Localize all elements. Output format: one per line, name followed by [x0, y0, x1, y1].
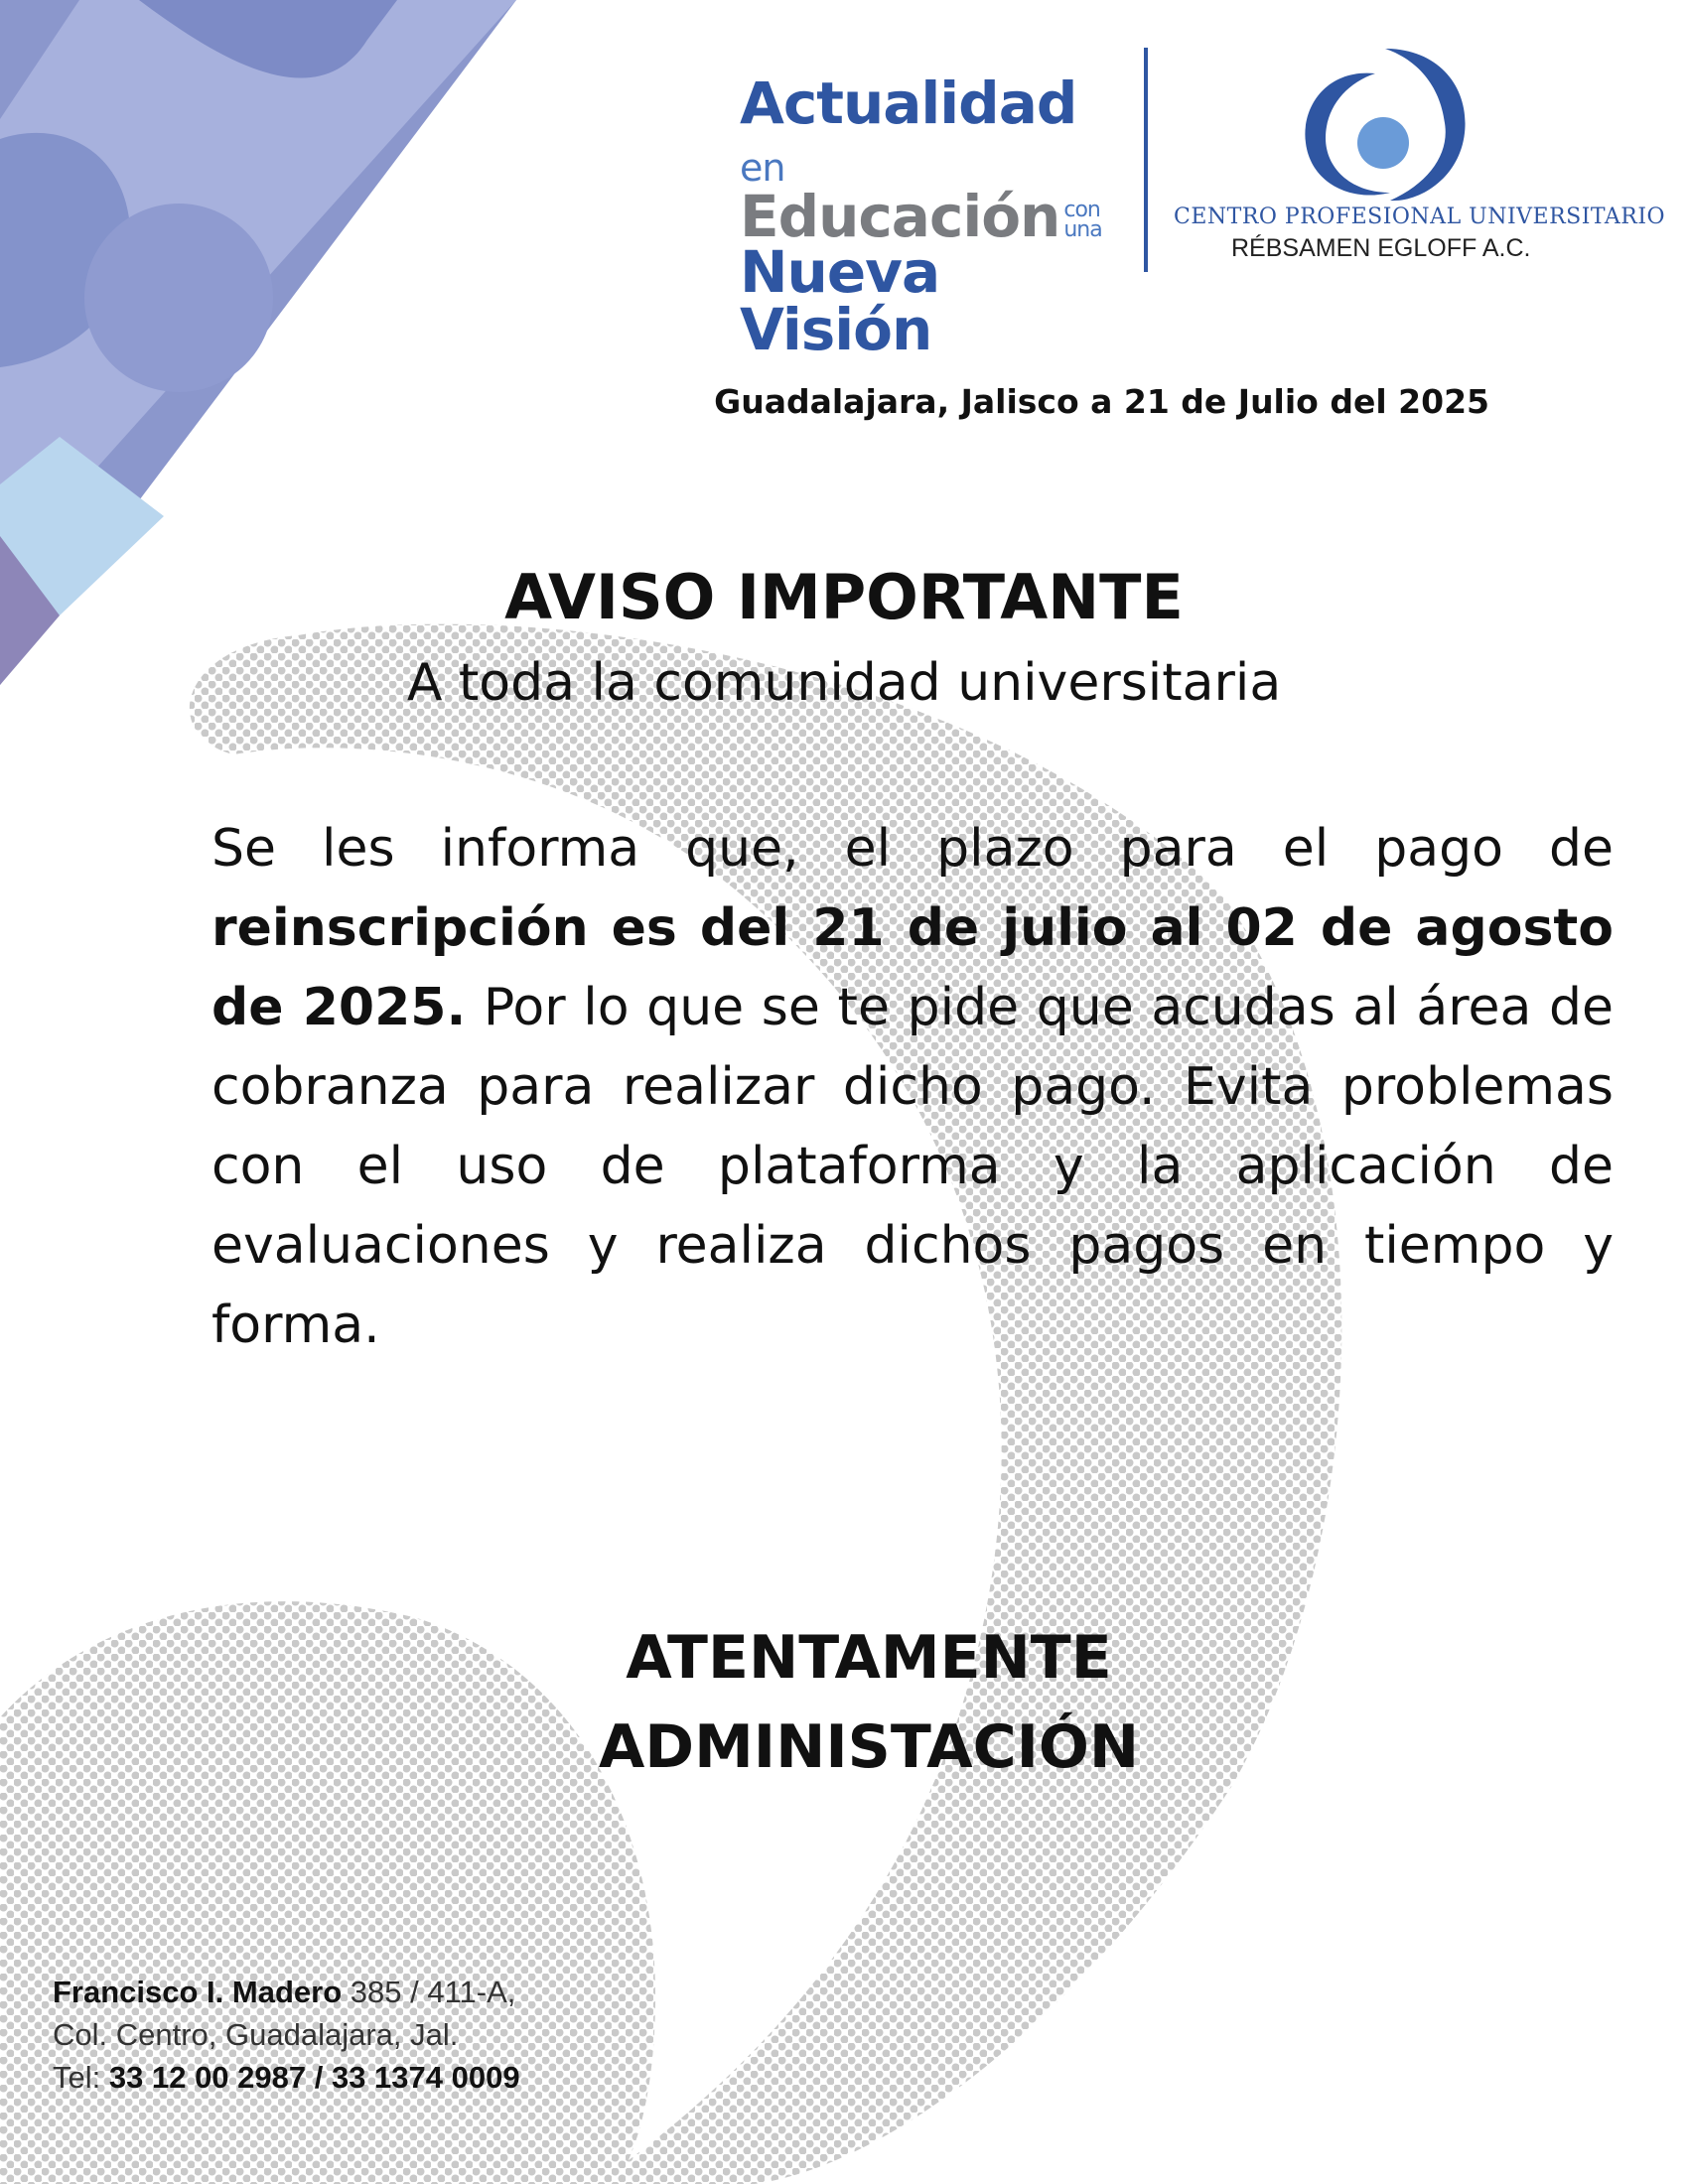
closing-signature: ADMINISTACIÓN [598, 1712, 1140, 1782]
body-instructions: Por lo que se te pide que acudas al área de cobranza para realizar dicho pago. Evita problemas con el uso de plataforma y la aplicación de evaluaciones y realiza dichos pagos en tiempo y forma. [211, 978, 1615, 1355]
slogan-word-en: en [740, 146, 785, 190]
body-deadline: reinscripción es del 21 de julio al 02 de agosto de 2025. [211, 898, 1614, 1037]
header-divider [1144, 48, 1148, 272]
slogan-logo [740, 69, 1137, 363]
date-line: Guadalajara, Jalisco a 21 de Julio del 2025 [714, 382, 1489, 421]
closing-atentamente: ATENTAMENTE [626, 1623, 1112, 1693]
slogan-word-nueva-vision: Nueva Visión [740, 238, 940, 363]
slogan-word-actualidad: Actualidad [740, 69, 1077, 137]
tel-label: Tel: [53, 2060, 101, 2095]
slogan-word-con: con [1063, 198, 1100, 223]
org-name-line1: CENTRO PROFESIONAL UNIVERSITARIO [1174, 205, 1666, 229]
closing-block [0, 1613, 1688, 1792]
address-street: Francisco I. Madero [53, 1975, 343, 2009]
body-intro: Se les informa que, el plazo para el pago de [211, 819, 1614, 879]
address-number: 385 / 411-A, [350, 1975, 516, 2009]
tel-numbers: 33 12 00 2987 / 33 1374 0009 [108, 2060, 520, 2095]
footer-address [53, 1971, 609, 2099]
page-subtitle: A toda la comunidad universitaria [406, 653, 1282, 713]
slogan-word-una: una [1063, 216, 1102, 242]
org-name-line2: RÉBSAMEN EGLOFF A.C. [1231, 234, 1531, 262]
crest-logo-icon [1281, 44, 1470, 203]
notice-body [211, 809, 1614, 1365]
page-title: AVISO IMPORTANTE [504, 561, 1184, 633]
address-colonia: Col. Centro, Guadalajara, Jal. [53, 2017, 459, 2052]
slogan-word-educacion: Educación [740, 183, 1060, 250]
